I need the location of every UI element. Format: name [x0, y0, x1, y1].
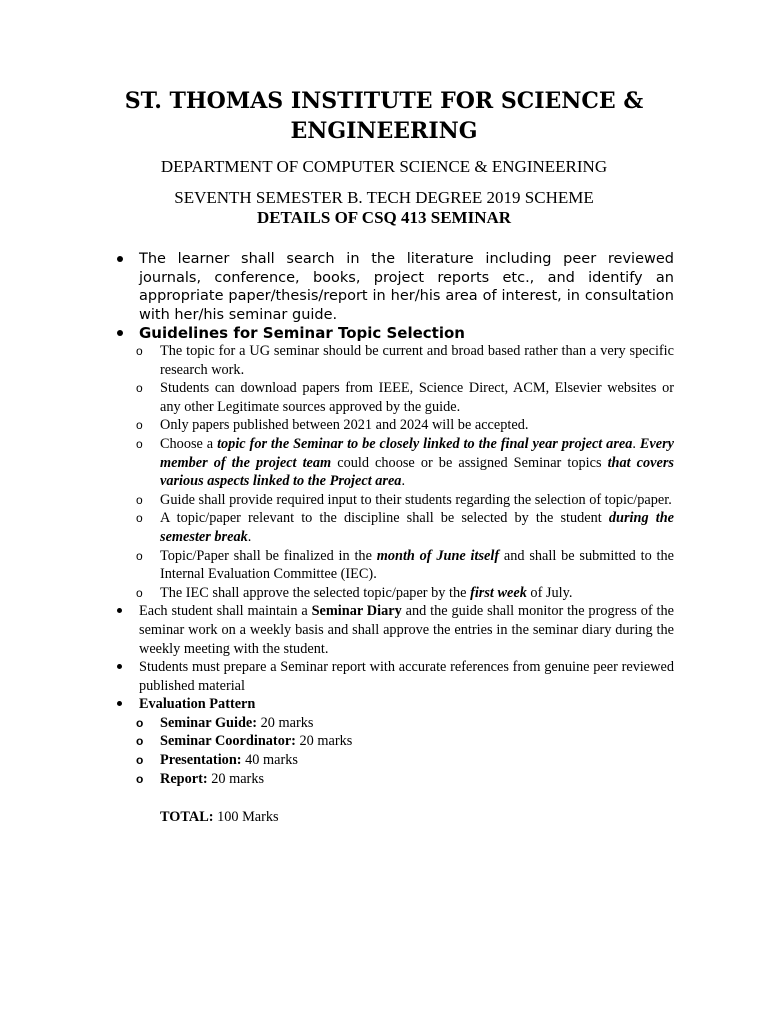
marks-label: Presentation:: [160, 752, 242, 769]
intro-text: The learner shall search in the literature including peer reviewed journals, conference, books, project reports etc., and identify an appropriate paper/thesis/report in her/his area of interest, in consultation with her/his seminar guide.: [139, 251, 674, 323]
evaluation-coordinator: [113, 732, 674, 751]
guideline-item-1: [113, 342, 674, 379]
guideline-item-5: [113, 491, 674, 510]
guideline-text: .: [247, 528, 252, 545]
guideline-text: Guide shall provide required input to their students regarding the selection of topic/paper.: [160, 491, 672, 508]
institute-title: ST. THOMAS INSTITUTE FOR SCIENCE & ENGINEERING: [124, 88, 644, 144]
circle-bullet-icon: o: [136, 585, 143, 600]
bullet-icon: [117, 701, 122, 706]
guideline-text: Students can download papers from IEEE, Science Direct, ACM, Elsevier websites or any other Legitimate sources approved by the guide.: [160, 380, 674, 415]
bullet-icon: [117, 608, 122, 613]
marks-value: 20 marks: [257, 714, 314, 731]
circle-bullet-icon: o: [136, 418, 143, 433]
emphasis-text: month of June itself: [376, 547, 500, 564]
seminar-diary-emphasis: Seminar Diary: [311, 603, 402, 620]
guideline-text: Choose a: [160, 435, 218, 452]
marks-label: Report:: [160, 770, 208, 787]
emphasis-text: that covers various aspects linked to the Project area: [160, 454, 674, 490]
circle-bullet-icon: o: [136, 753, 144, 768]
department-name: DEPARTMENT OF COMPUTER SCIENCE & ENGINEERING: [160, 157, 608, 176]
guideline-text: .: [401, 473, 406, 490]
guideline-text: The topic for a UG seminar should be current and broad based rather than a very specific research work.: [160, 343, 674, 378]
evaluation-list: [113, 714, 674, 788]
guideline-text: .: [632, 435, 640, 452]
total-marks: [160, 808, 674, 827]
guideline-item-6: [113, 509, 674, 546]
marks-value: 20 marks: [207, 770, 265, 787]
emphasis-text: during the semester break: [160, 510, 674, 545]
guideline-item-2: [113, 379, 674, 416]
guideline-text: and shall be submitted to the Internal Evaluation Committee (IEC).: [160, 547, 674, 583]
guideline-item-3: [113, 416, 674, 435]
guideline-text: of July.: [526, 584, 573, 601]
intro-item: [113, 250, 674, 324]
marks-label: Seminar Guide:: [160, 714, 258, 731]
diary-text: Each student shall maintain a: [139, 603, 312, 620]
document-body: [113, 250, 674, 827]
diary-text: and the guide shall monitor the progress of the seminar work on a weekly basis and shall approve the entries in the seminar diary during the weekly meeting with the student.: [139, 603, 674, 657]
circle-bullet-icon: o: [136, 548, 143, 563]
evaluation-guide: [113, 714, 674, 733]
circle-bullet-icon: o: [136, 492, 143, 507]
marks-value: 40 marks: [241, 752, 298, 769]
guideline-text: could choose or be assigned Seminar topics: [331, 454, 608, 471]
total-value: 100 Marks: [213, 809, 279, 826]
emphasis-text: first week: [470, 584, 527, 601]
bullet-icon: [117, 256, 123, 262]
emphasis-text: Every member of the project team: [160, 435, 674, 471]
guideline-text: The IEC shall approve the selected topic/paper by the: [160, 584, 471, 601]
evaluation-report: [113, 770, 674, 789]
report-item: [113, 658, 674, 695]
main-list: [113, 250, 674, 342]
total-label: TOTAL:: [160, 809, 214, 826]
emphasis-text: topic for the Seminar to be closely linked to the final year project area: [217, 435, 633, 452]
circle-bullet-icon: o: [136, 436, 143, 451]
guideline-text: A topic/paper relevant to the discipline shall be selected by the student: [160, 510, 609, 527]
bullet-icon: [117, 330, 123, 336]
guideline-item-8: [113, 584, 674, 603]
circle-bullet-icon: o: [136, 771, 144, 786]
guideline-item-7: [113, 547, 674, 584]
guideline-item-4: [113, 435, 674, 491]
evaluation-presentation: [113, 751, 674, 770]
report-text: Students must prepare a Seminar report with accurate references from genuine peer reviewed published material: [139, 659, 674, 694]
circle-bullet-icon: o: [136, 381, 143, 396]
circle-bullet-icon: o: [136, 344, 143, 358]
bullet-icon: [117, 664, 122, 669]
circle-bullet-icon: o: [136, 511, 143, 526]
guidelines-item: [113, 324, 674, 342]
rules-list: [113, 602, 674, 714]
evaluation-heading: Evaluation Pattern: [139, 696, 256, 713]
guideline-text: Only papers published between 2021 and 2024 will be accepted.: [160, 417, 529, 434]
marks-value: 20 marks: [295, 733, 353, 750]
diary-item: [113, 602, 674, 658]
guidelines-list: [113, 342, 674, 602]
evaluation-item: [113, 695, 674, 714]
semester-line: SEVENTH SEMESTER B. TECH DEGREE 2019 SCHEME: [174, 188, 594, 207]
circle-bullet-icon: o: [136, 734, 144, 749]
seminar-details-heading: DETAILS OF CSQ 413 SEMINAR: [256, 208, 512, 227]
circle-bullet-icon: o: [136, 715, 144, 730]
guideline-text: Topic/Paper shall be finalized in the: [160, 547, 377, 564]
marks-label: Seminar Coordinator:: [160, 733, 296, 750]
guidelines-heading: Guidelines for Seminar Topic Selection: [139, 324, 465, 342]
